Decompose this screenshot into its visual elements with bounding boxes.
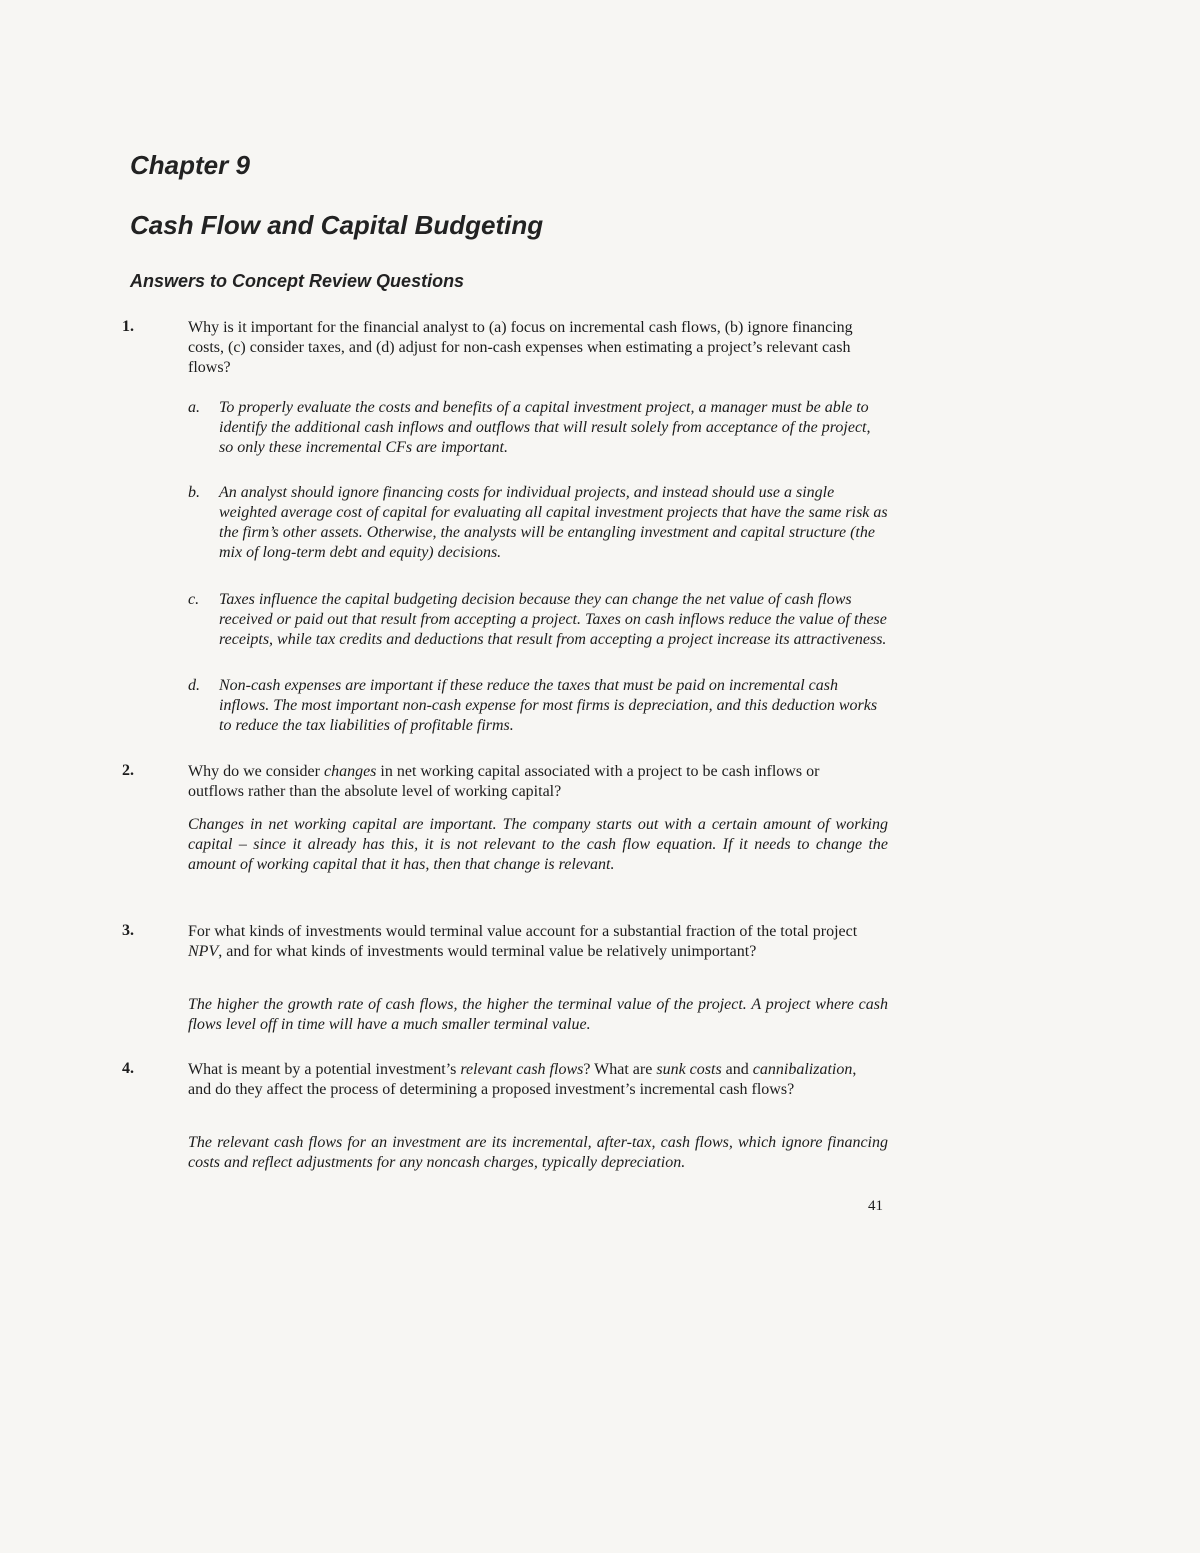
answer-letter: a. bbox=[188, 399, 200, 416]
answer-text: An analyst should ignore financing costs for individual projects, and instead should use a single weighted average cost of capital for evaluating all capital investment projects that have the same risk as the firm’s other assets. Otherwise, the analysts will be entangling investment and capital structure (the mix of long-term debt and equity) decisions. bbox=[219, 484, 888, 561]
answer-letter: d. bbox=[188, 677, 200, 694]
answer-item bbox=[188, 483, 888, 563]
answer-item bbox=[188, 676, 888, 736]
section-heading: Answers to Concept Review Questions bbox=[130, 271, 465, 291]
question-number: 4. bbox=[122, 1060, 134, 1077]
answer-text: The relevant cash flows for an investment are its incremental, after-tax, cash flows, which ignore financing costs and reflect adjustments for any noncash charges, typically depreciation. bbox=[188, 1134, 888, 1171]
question-text: For what kinds of investments would terminal value account for a substantial fraction of the total project NPV, and for what kinds of investments would terminal value be relatively unimportant? bbox=[188, 923, 858, 960]
answer-text: Changes in net working capital are important. The company starts out with a certain amount of working capital – since it already has this, it is not relevant to the cash flow equation. If it needs to change the amount of working capital that it has, then that change is relevant. bbox=[188, 816, 888, 873]
question-number: 1. bbox=[122, 318, 134, 335]
chapter-title: Cash Flow and Capital Budgeting bbox=[130, 210, 544, 240]
answer-item bbox=[188, 398, 888, 458]
answer-text: Non-cash expenses are important if these reduce the taxes that must be paid on incremental cash inflows. The most important non-cash expense for most firms is depreciation, and this deduction works to reduce the tax liabilities of profitable firms. bbox=[219, 677, 878, 734]
question-number: 3. bbox=[122, 922, 134, 939]
chapter-heading: Chapter 9 bbox=[130, 150, 250, 180]
answer-letter: c. bbox=[188, 591, 200, 608]
answer-item bbox=[188, 590, 888, 650]
answer-text: Taxes influence the capital budgeting decision because they can change the net value of cash flows received or paid out that result from accepting a project. Taxes on cash inflows reduce the value of these receipts, while tax credits and deductions that result from accepting a project increase its attractiveness. bbox=[219, 591, 887, 648]
question-number: 2. bbox=[122, 762, 134, 779]
answer-text: To properly evaluate the costs and benefits of a capital investment project, a manager must be able to identify the additional cash inflows and outflows that will result solely from acceptance of the project, so only these incremental CFs are important. bbox=[219, 399, 871, 456]
answer-text: The higher the growth rate of cash flows, the higher the terminal value of the project. A project where cash flows level off in time will have a much smaller terminal value. bbox=[188, 996, 888, 1033]
answer-letter: b. bbox=[188, 484, 200, 501]
question-text: What is meant by a potential investment’s relevant cash flows? What are sunk costs and cannibalization, and do they affect the process of determining a proposed investment’s incremental cash flows? bbox=[188, 1061, 857, 1098]
question-text: Why is it important for the financial analyst to (a) focus on incremental cash flows, (b) ignore financing costs, (c) consider taxes, and (d) adjust for non-cash expenses when estimating a project’s relevant cash flows? bbox=[188, 319, 853, 376]
page-number: 41 bbox=[868, 1198, 883, 1214]
question-text: Why do we consider changes in net working capital associated with a project to be cash inflows or outflows rather than the absolute level of working capital? bbox=[188, 763, 820, 800]
